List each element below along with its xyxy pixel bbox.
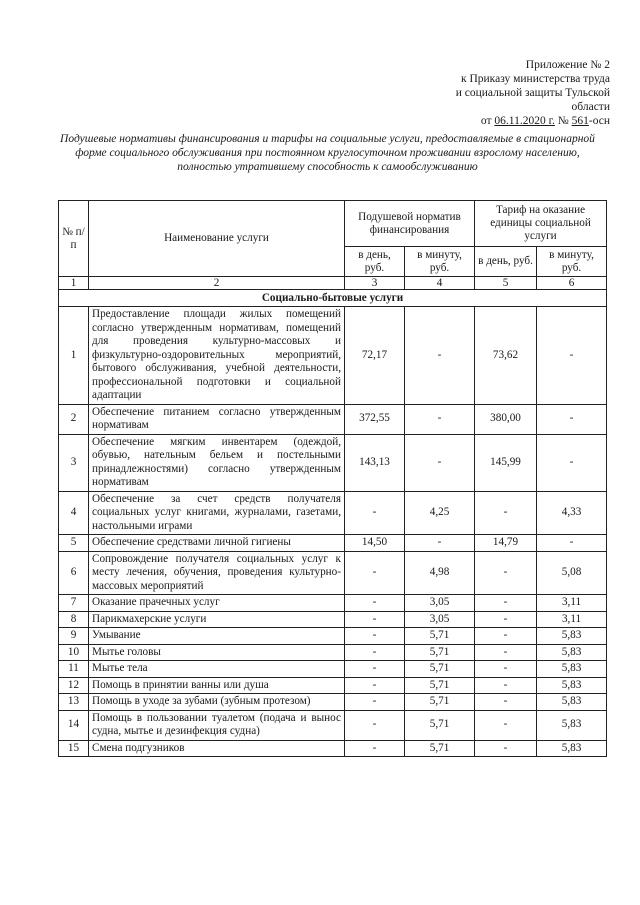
tariff-per-minute: 5,83 (537, 740, 607, 757)
service-name: Помощь в пользовании туалетом (подача и вынос судна, мытье и дезинфекция судна) (89, 710, 345, 740)
financing-per-minute: - (405, 404, 475, 434)
service-name: Сопровождение получателя социальных услуг к месту лечения, обучения, проведения культурно-массовых мероприятий (89, 551, 345, 595)
tariff-per-day: 14,79 (475, 535, 537, 552)
tariff-per-minute: 5,83 (537, 661, 607, 678)
tariff-per-day: - (475, 628, 537, 645)
tariff-per-day: 145,99 (475, 434, 537, 491)
financing-per-day: - (345, 628, 405, 645)
section-title: Социально-бытовые услуги (59, 290, 607, 307)
tariff-per-minute: 5,83 (537, 694, 607, 711)
row-number: 9 (59, 628, 89, 645)
service-name: Обеспечение за счет средств получателя социальных услуг книгами, журналами, газетами, настольными играми (89, 491, 345, 535)
table-row (59, 661, 607, 678)
table-row (59, 551, 607, 595)
row-number: 14 (59, 710, 89, 740)
date-prefix: от (480, 115, 495, 127)
financing-per-day: 372,55 (345, 404, 405, 434)
financing-per-day: 72,17 (345, 307, 405, 405)
col-header-tariff-per-day: в день, руб. (475, 247, 537, 277)
col-header-number: № п/п (59, 201, 89, 277)
table-row (59, 710, 607, 740)
service-name: Оказание прачечных услуг (89, 595, 345, 612)
financing-per-minute: 4,98 (405, 551, 475, 595)
table-row (59, 535, 607, 552)
financing-per-day: - (345, 740, 405, 757)
financing-per-day: - (345, 677, 405, 694)
service-name: Обеспечение средствами личной гигиены (89, 535, 345, 552)
column-number: 2 (89, 277, 345, 290)
column-number: 3 (345, 277, 405, 290)
service-name: Умывание (89, 628, 345, 645)
table-row (59, 491, 607, 535)
financing-per-minute: 4,25 (405, 491, 475, 535)
tariff-per-day: - (475, 710, 537, 740)
tariff-per-minute: - (537, 535, 607, 552)
tariff-per-day: - (475, 694, 537, 711)
column-number: 6 (537, 277, 607, 290)
financing-per-minute: - (405, 434, 475, 491)
tariff-per-day: 380,00 (475, 404, 537, 434)
tariff-per-minute: 5,83 (537, 628, 607, 645)
col-header-financing: Подушевой норматив финансирования (345, 201, 475, 247)
financing-per-day: - (345, 595, 405, 612)
service-name: Мытье тела (89, 661, 345, 678)
row-number: 10 (59, 644, 89, 661)
financing-per-minute: 5,71 (405, 694, 475, 711)
row-number: 13 (59, 694, 89, 711)
tariff-per-minute: - (537, 434, 607, 491)
service-name: Парикмахерские услуги (89, 611, 345, 628)
financing-per-day: - (345, 644, 405, 661)
col-header-tariff: Тариф на оказание единицы социальной услуги (475, 201, 607, 247)
financing-per-day: 14,50 (345, 535, 405, 552)
order-number: 561 (571, 115, 589, 127)
tariff-per-minute: 5,83 (537, 677, 607, 694)
col-header-financing-per-day: в день, руб. (345, 247, 405, 277)
financing-per-minute: 3,05 (405, 611, 475, 628)
tariff-per-day: - (475, 677, 537, 694)
service-name: Помощь в уходе за зубами (зубным протезом) (89, 694, 345, 711)
table-row (59, 611, 607, 628)
tariff-per-minute: - (537, 404, 607, 434)
tariff-per-minute: 5,08 (537, 551, 607, 595)
tariff-per-day: - (475, 740, 537, 757)
order-date: 06.11.2020 г. (494, 115, 555, 127)
number-prefix: № (554, 115, 572, 127)
row-number: 7 (59, 595, 89, 612)
financing-per-day: - (345, 710, 405, 740)
tariff-per-day: - (475, 661, 537, 678)
row-number: 15 (59, 740, 89, 757)
row-number: 6 (59, 551, 89, 595)
tariff-per-day: 73,62 (475, 307, 537, 405)
column-number-row (59, 277, 607, 290)
document-intro: Подушевые нормативы финансирования и тарифы на социальные услуги, предоставляемые в стационарной форме социального обслуживания при постоянном круглосуточном проживании взрослому населению, полностью утратившему способность к самообслуживанию (60, 133, 595, 173)
tariff-per-minute: 4,33 (537, 491, 607, 535)
financing-per-minute: 5,71 (405, 644, 475, 661)
service-name: Смена подгузников (89, 740, 345, 757)
tariff-table (58, 200, 607, 757)
tariff-per-day: - (475, 611, 537, 628)
table-row (59, 740, 607, 757)
tariff-per-day: - (475, 551, 537, 595)
table-row (59, 595, 607, 612)
appendix-header (350, 58, 610, 128)
financing-per-day: - (345, 491, 405, 535)
order-ref-line-3: области (571, 101, 610, 113)
tariff-per-minute: 3,11 (537, 611, 607, 628)
column-number: 5 (475, 277, 537, 290)
tariff-per-minute: - (537, 307, 607, 405)
service-name: Мытье головы (89, 644, 345, 661)
tariff-per-minute: 5,83 (537, 644, 607, 661)
row-number: 12 (59, 677, 89, 694)
column-number: 1 (59, 277, 89, 290)
col-header-tariff-per-minute: в минуту, руб. (537, 247, 607, 277)
order-ref-line-2: и социальной защиты Тульской (455, 87, 610, 99)
tariff-table-body (59, 290, 607, 757)
row-number: 5 (59, 535, 89, 552)
row-number: 3 (59, 434, 89, 491)
column-number: 4 (405, 277, 475, 290)
table-row (59, 434, 607, 491)
financing-per-day: 143,13 (345, 434, 405, 491)
tariff-per-day: - (475, 491, 537, 535)
table-row (59, 628, 607, 645)
service-name: Помощь в принятии ванны или душа (89, 677, 345, 694)
financing-per-minute: 5,71 (405, 677, 475, 694)
financing-per-minute: 5,71 (405, 710, 475, 740)
order-date-line (350, 114, 610, 128)
financing-per-minute: 3,05 (405, 595, 475, 612)
col-header-financing-per-minute: в минуту, руб. (405, 247, 475, 277)
service-name: Обеспечение мягким инвентарем (одеждой, обувью, нательным бельем и постельными принадлежностями) согласно утвержденным нормативам (89, 434, 345, 491)
table-row (59, 694, 607, 711)
tariff-per-minute: 3,11 (537, 595, 607, 612)
financing-per-minute: - (405, 535, 475, 552)
tariff-per-day: - (475, 595, 537, 612)
section-row (59, 290, 607, 307)
row-number: 8 (59, 611, 89, 628)
tariff-per-day: - (475, 644, 537, 661)
row-number: 4 (59, 491, 89, 535)
financing-per-day: - (345, 551, 405, 595)
table-row (59, 677, 607, 694)
row-number: 2 (59, 404, 89, 434)
tariff-per-minute: 5,83 (537, 710, 607, 740)
financing-per-day: - (345, 611, 405, 628)
number-suffix: -осн (588, 115, 610, 127)
service-name: Предоставление площади жилых помещений согласно утвержденным нормативам, помещений для проведения культурно-массовых и физкультурно-оздоровительных мероприятий, бытового обслуживания, учебной деятельности, профессиональной подготовки и социальной адаптации (89, 307, 345, 405)
financing-per-day: - (345, 661, 405, 678)
table-row (59, 404, 607, 434)
row-number: 11 (59, 661, 89, 678)
col-header-name: Наименование услуги (89, 201, 345, 277)
row-number: 1 (59, 307, 89, 405)
appendix-title: Приложение № 2 (525, 59, 610, 71)
table-row (59, 307, 607, 405)
financing-per-minute: 5,71 (405, 628, 475, 645)
financing-per-minute: 5,71 (405, 740, 475, 757)
order-ref-line-1: к Приказу министерства труда (461, 73, 610, 85)
financing-per-day: - (345, 694, 405, 711)
service-name: Обеспечение питанием согласно утвержденным нормативам (89, 404, 345, 434)
table-row (59, 644, 607, 661)
financing-per-minute: - (405, 307, 475, 405)
financing-per-minute: 5,71 (405, 661, 475, 678)
